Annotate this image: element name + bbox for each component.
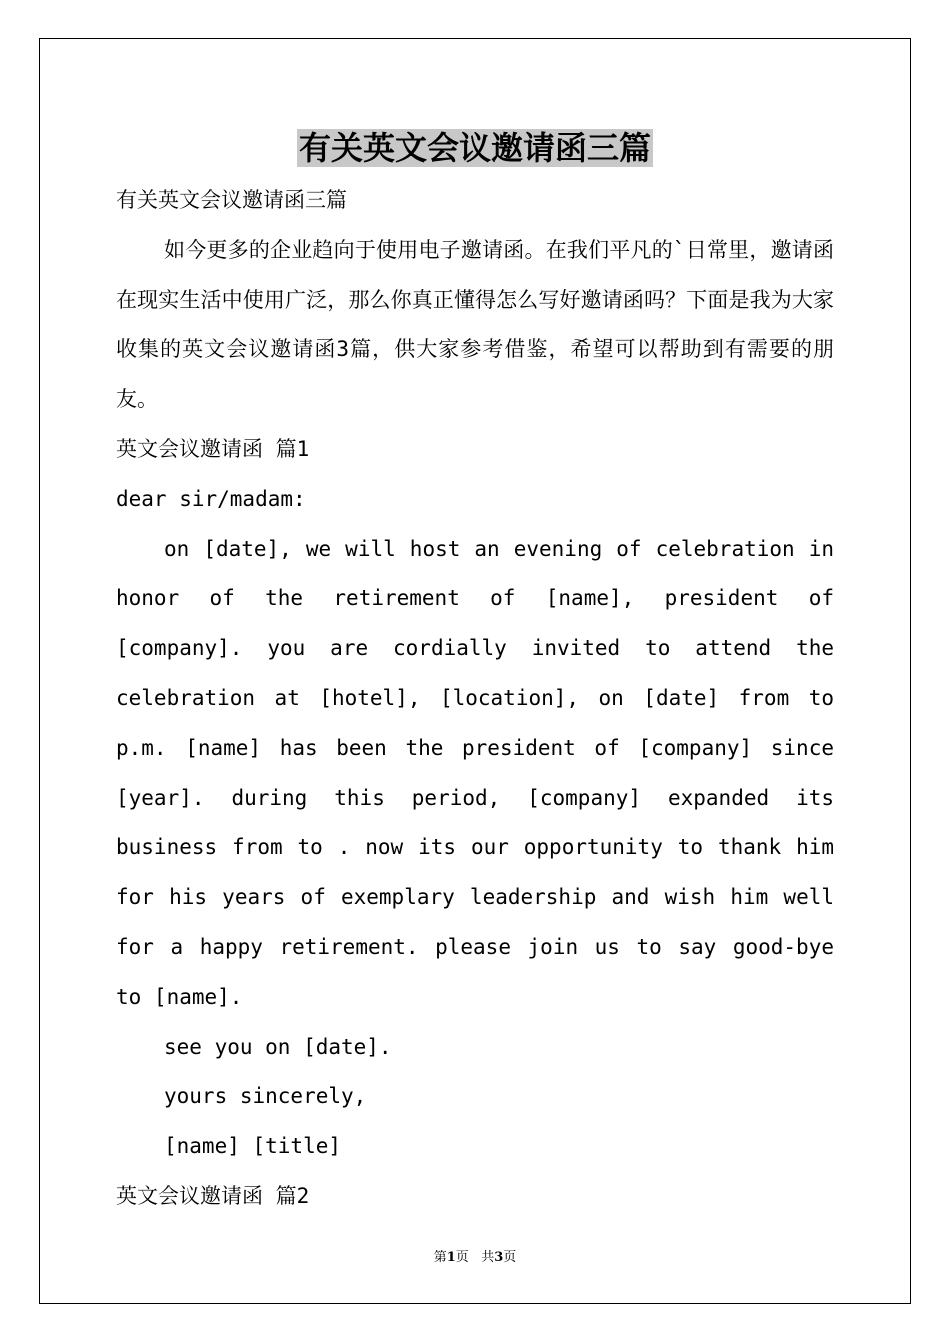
footer-total-prefix: 共 bbox=[481, 1250, 495, 1265]
letter-sign-off: yours sincerely, bbox=[164, 1084, 367, 1109]
letter-signature: [name] [title] bbox=[164, 1134, 342, 1159]
document-title bbox=[0, 126, 950, 170]
section-heading-1: 英文会议邀请函 篇1 bbox=[116, 436, 310, 461]
letter-body: on [date], we will host an evening of celebration in honor of the retirement of [name], president of [company]. you are cordially invited to attend the celebration at [hotel], [location], on [date] from to p.m. [name] has been the president of [company] since [year]. during this period, [company] expanded its business from to . now its our opportunity to thank him for his years of exemplary leadership and wish him well for a happy retirement. please join us to say good-bye to [name]. bbox=[116, 536, 834, 1009]
document-body bbox=[116, 176, 834, 1222]
letter-see-you: see you on [date]. bbox=[164, 1034, 392, 1059]
footer-page-number: 1 bbox=[446, 1250, 456, 1265]
intro-paragraph: 如今更多的企业趋向于使用电子邀请函。在我们平凡的`日常里，邀请函在现实生活中使用广泛，那么你真正懂得怎么写好邀请函吗？下面是我为大家收集的英文会议邀请函3篇，供大家参考借鉴，希望可以帮助到有需要的朋友。 bbox=[116, 237, 834, 412]
page-footer bbox=[0, 1246, 950, 1265]
section-heading-2: 英文会议邀请函 篇2 bbox=[116, 1183, 310, 1208]
letter-salutation: dear sir/madam: bbox=[116, 486, 306, 511]
footer-total-suffix: 页 bbox=[503, 1250, 517, 1265]
footer-page-suffix: 页 bbox=[455, 1250, 469, 1265]
document-title-text: 有关英文会议邀请函三篇 bbox=[298, 129, 651, 167]
footer-page-prefix: 第 bbox=[433, 1250, 447, 1265]
footer-total-pages: 3 bbox=[494, 1250, 504, 1265]
document-subtitle: 有关英文会议邀请函三篇 bbox=[116, 188, 347, 212]
